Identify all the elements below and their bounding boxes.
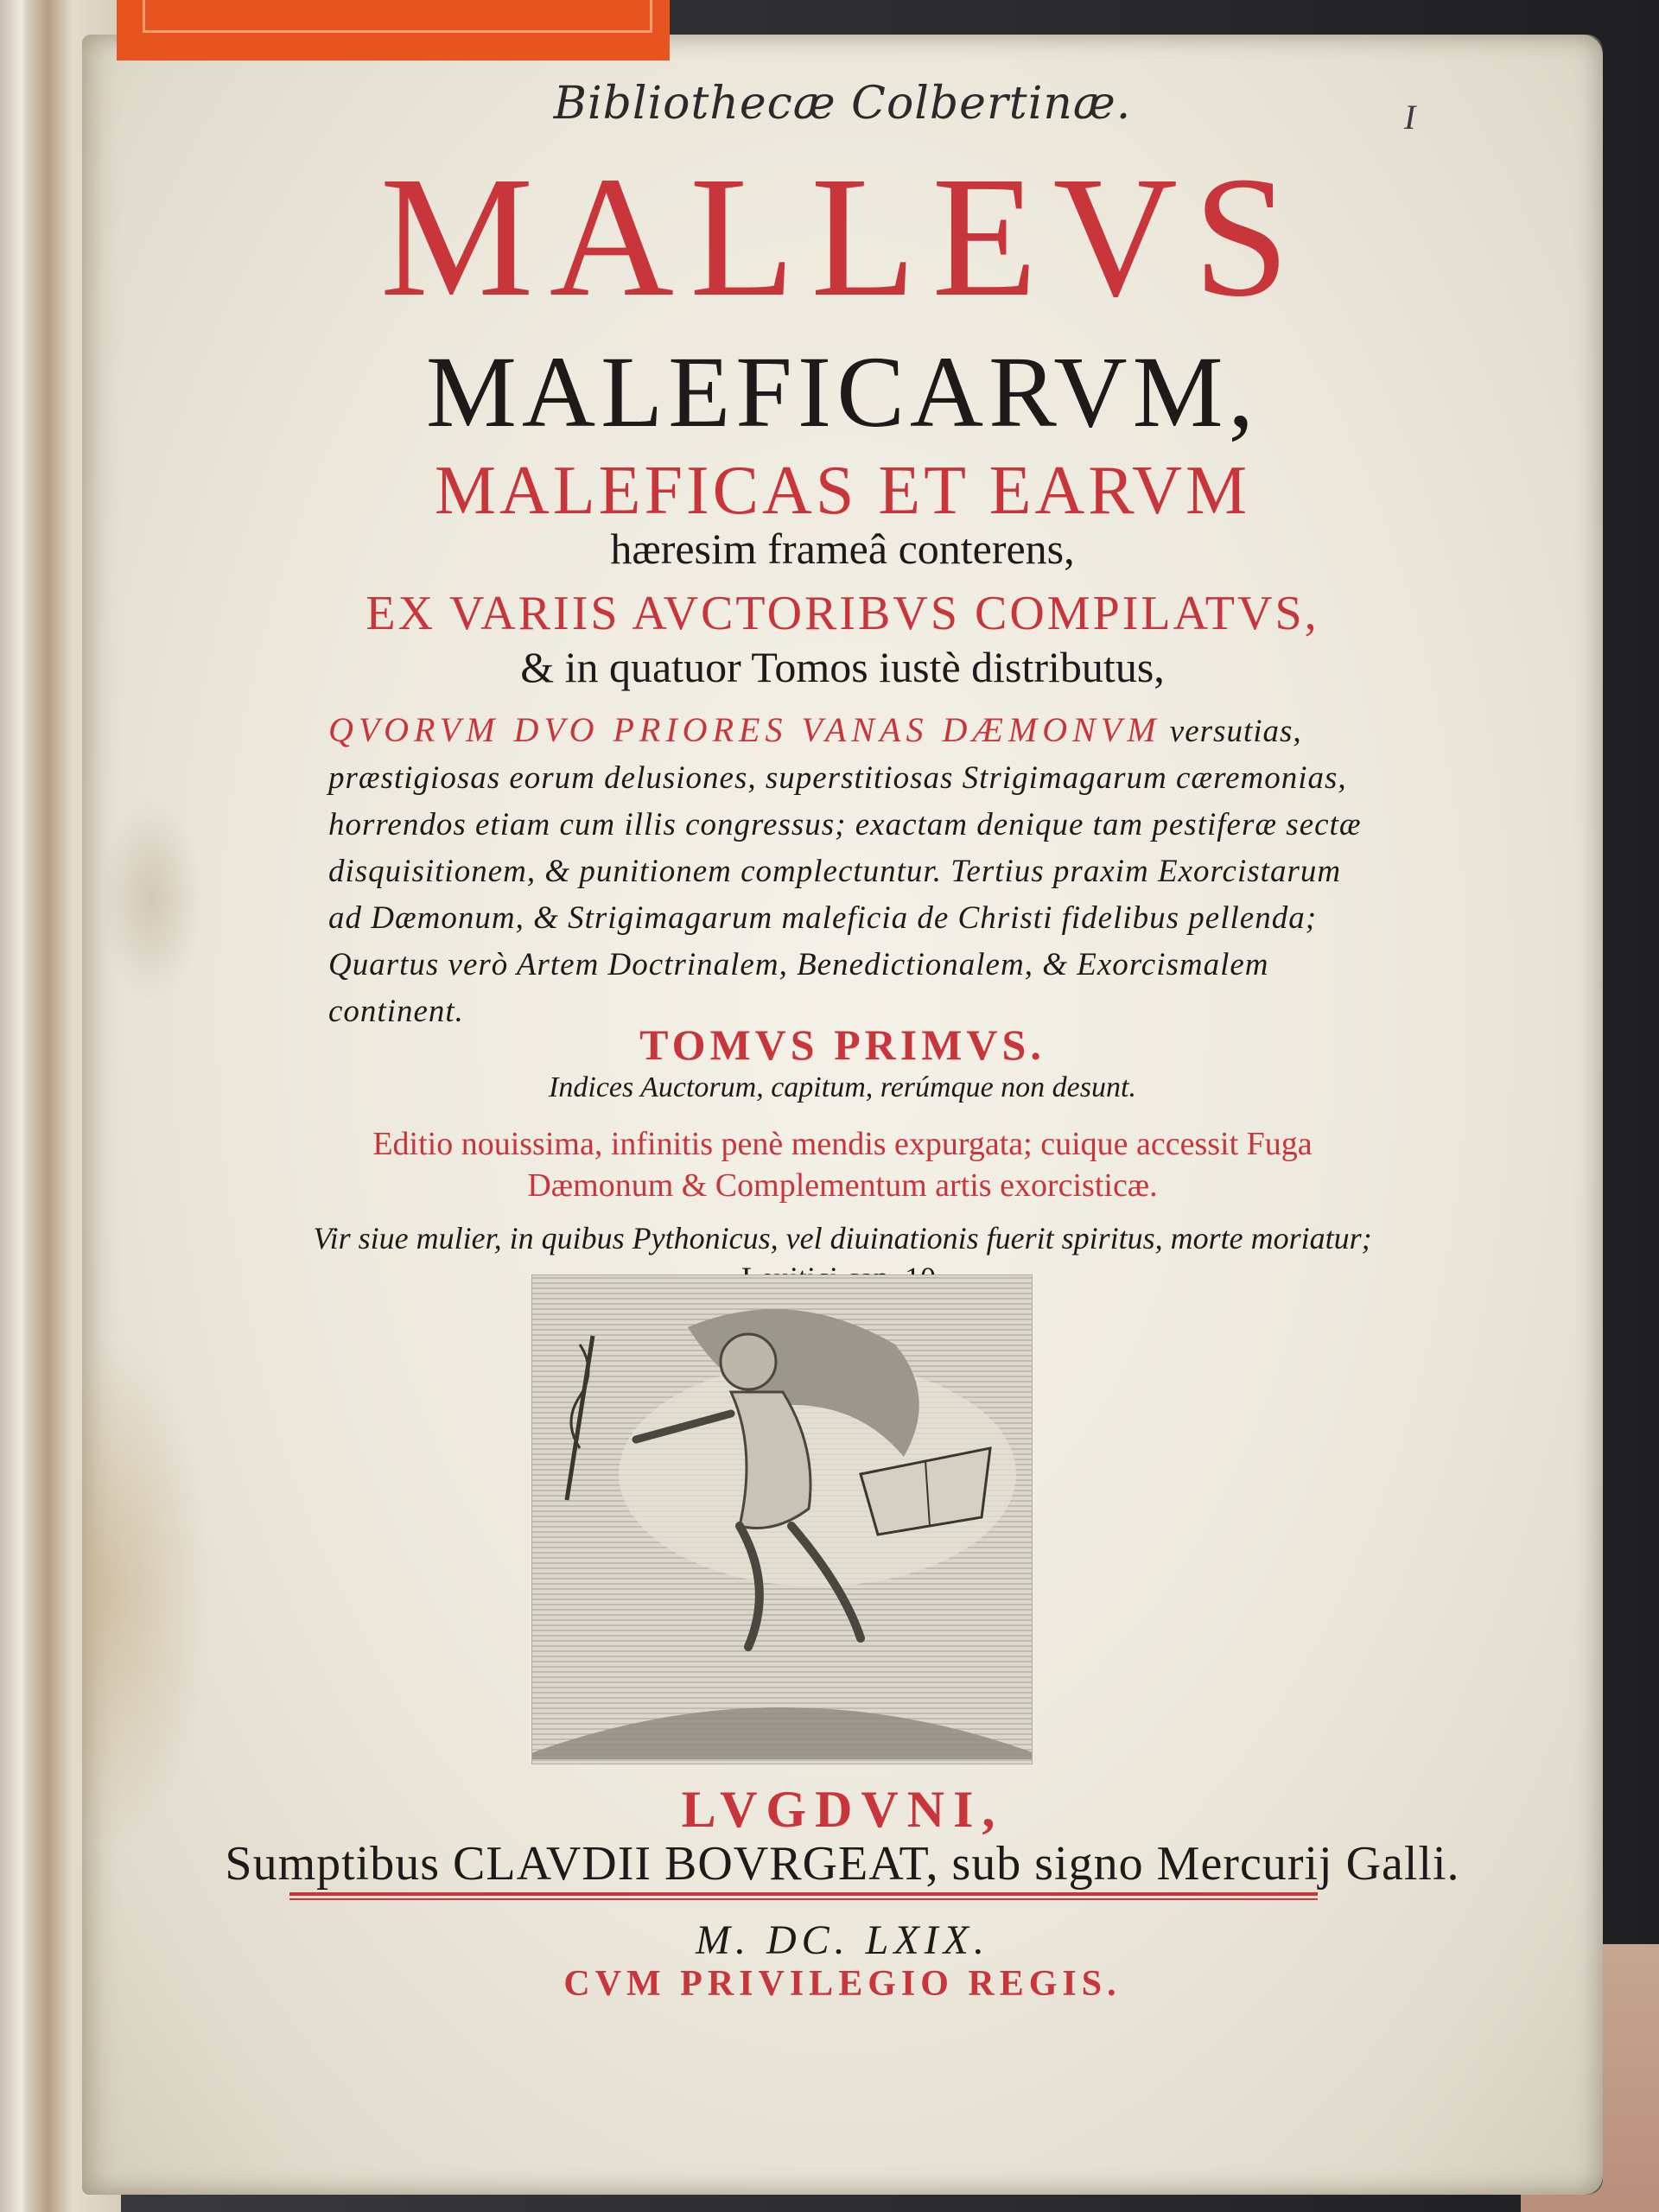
engraving-illustration: [532, 1275, 1032, 1764]
edition-note-line-1: Editio nouissima, infinitis penè mendis expurgata; cuique accessit Fuga: [372, 1126, 1313, 1162]
indices-note: Indices Auctorum, capitum, rerúmque non desunt.: [549, 1071, 1136, 1103]
orange-tab-border: [143, 0, 652, 33]
foxing-stain: [99, 795, 203, 1002]
imprint-year: M. DC. LXIX.: [696, 1917, 989, 1963]
double-rule-divider: [289, 1892, 1318, 1901]
edition-note-line-2: Dæmonum & Complementum artis exorcisticæ.: [527, 1167, 1158, 1204]
imprint-place: LVGDVNI,: [681, 1781, 1004, 1838]
epigraph-quote: Vir siue mulier, in quibus Pythonicus, vel diuinationis fuerit spiritus, morte moriatur;: [313, 1221, 1372, 1255]
ownership-inscription: Bibliothecæ Colbertinæ.: [553, 78, 1132, 130]
title-page: [82, 35, 1603, 2195]
volume-label: TOMVS PRIMVS.: [639, 1020, 1046, 1069]
title-line-5: EX VARIIS AVCTORIBVS COMPILATVS,: [365, 587, 1319, 640]
title-line-3: MALEFICAS ET EARVM: [434, 453, 1251, 529]
title-line-6: & in quatuor Tomos iustè distributus,: [520, 643, 1165, 691]
title-line-4: hæresim frameâ conterens,: [610, 524, 1075, 573]
mercury-engraving: [531, 1274, 1033, 1764]
description-body: versutias, præstigiosas eorum delusiones, superstitiosas Strigimagarum cæremonias, horrendos etiam cum illis congressus; exactam denique tam pestiferæ sectæ disquisitionem, & punitionem complectuntur. Tertius praxim Exorcistarum ad Dæmonum, & Strigimagarum maleficia de Christi fidelibus pellenda; Quartus verò Artem Doctrinalem, Benedictionalem, & Exorcismalem continent.: [328, 714, 1362, 1029]
foxing-stain: [82, 1331, 212, 1849]
description-paragraph: [328, 707, 1365, 1035]
title-line-2: MALEFICARVM,: [425, 335, 1260, 448]
imprint-publisher: Sumptibus CLAVDII BOVRGEAT, sub signo Mercurij Galli.: [225, 1837, 1460, 1891]
title-main: MALLEVS: [379, 142, 1306, 333]
folio-mark: I: [1404, 98, 1416, 137]
description-lead: QVORVM DVO PRIORES VANAS DÆMONVM: [328, 710, 1161, 749]
royal-privilege: CVM PRIVILEGIO REGIS.: [563, 1964, 1122, 2004]
